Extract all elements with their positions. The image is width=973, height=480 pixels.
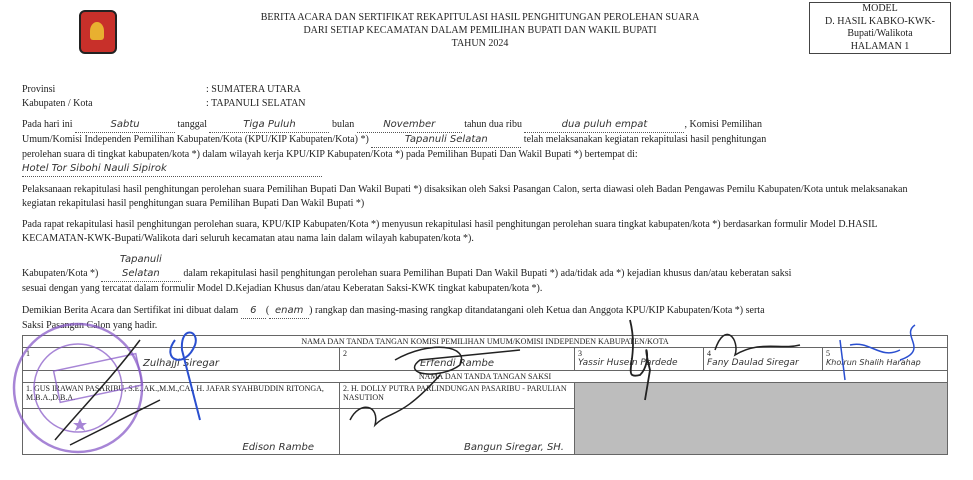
paragraph-rapat: Pada rapat rekapitulasi hasil penghitungan perolehan suara, KPU/KIP Kabupaten/Kota *) menyusun rekapitulasi hasil penghitungan perolehan suara tingkat kabupaten/kota *) berdasarkan formulir Model D.HASIL KECAMATAN-KWK-Bupati/Walikota dari seluruh kecamatan atau nama lain dalam wilayah kabupaten/kota *). [22, 219, 878, 244]
member-cell: 4 Fany Daulad Siregar [704, 348, 823, 371]
kpu-logo [79, 10, 117, 54]
paragraph-saksi: Pelaksanaan rekapitulasi hasil penghitungan perolehan suara Pemilihan Bupati Dan Wakil Bupati *) disaksikan oleh Saksi Pasangan Calon, serta diawasi oleh Badan Pengawas Pemilu Kabupaten/Kota untuk melaksanakan kegiatan rekapitulasi hasil penghitungan suara Pemilihan Bupati Dan Wakil Bupati *) [22, 184, 908, 209]
document-title: BERITA ACARA DAN SERTIFIKAT REKAPITULASI HASIL PENGHITUNGAN PEROLEHAN SUARA DARI SETIAP KECAMATAN DALAM PEMILIHAN BUPATI DAN WAKIL BUPATI TAHUN 2024 [260, 12, 700, 49]
paragraph-kejadian: Kabupaten/Kota *) Tapanuli Selatan dalam rekapitulasi hasil penghitungan perolehan suara Pemilihan Bupati Dan Wakil Bupati *) ada/tidak ada *) kejadian khusus dan/atau keberatan saksi sesuai dengan yang tercatat dalam formulir Model D.Kejadian Khusus dan/atau Keberatan Saksi-KWK tingkat kabupaten/kota *). [22, 254, 792, 294]
kpu-header: NAMA DAN TANDA TANGAN KOMISI PEMILIHAN UMUM/KOMISI INDEPENDEN KABUPATEN/KOTA [23, 336, 948, 348]
provinsi-value: : SUMATERA UTARA [206, 84, 301, 95]
paragraph-rangkap: Demikian Berita Acara dan Sertifikat ini dibuat dalam 6 ( enam ) rangkap dan masing-masing rangkap ditandatangani oleh Ketua dan Anggota KPU/KIP Kabupaten/Kota *) serta Saksi Pasangan Calon yang hadir. [22, 305, 765, 331]
saksi-signature-1: Edison Rambe [23, 409, 340, 455]
provinsi-label: Provinsi [22, 84, 56, 95]
saksi-paslon-2: 2. H. DOLLY PUTRA PARLINDUNGAN PASARIBU - PARULIAN NASUTION [340, 383, 575, 409]
kabupaten-label: Kabupaten / Kota [22, 98, 93, 109]
kpu-field: Tapanuli Selatan [371, 133, 521, 148]
rangkap-number: 6 [241, 304, 266, 319]
opening-paragraph: Pada hari ini Sabtu tanggal Tiga Puluh bulan November tahun dua ribu dua puluh empat , Komisi Pemilihan Umum/Komisi Independen Pemilihan Kabupaten/Kota (KPU/KIP Kabupaten/Kota) *) Tapanuli Selatan telah melaksanakan kegiatan rekapitulasi hasil penghitungan perolehan suara di tingkat kabupaten/kota *) dalam wilayah kerja KPU/KIP Kabupaten/Kota *) pada Pemilihan Bupati Dan Wakil Bupati *) bertempat di: Hotel Tor Sibohi Nauli Sipirok [22, 118, 937, 177]
kabupaten-value: : TAPANULI SELATAN [206, 98, 306, 109]
member-cell: 2 Erfendi Rambe [340, 348, 575, 371]
model-box: MODEL D. HASIL KABKO-KWK- Bupati/Walikota HALAMAN 1 [809, 2, 951, 54]
tahun-field: dua puluh empat [524, 118, 684, 133]
rangkap-word: enam [269, 304, 309, 319]
tempat-field: Hotel Tor Sibohi Nauli Sipirok [22, 162, 322, 177]
hari-field: Sabtu [75, 118, 175, 133]
signatures [0, 300, 973, 470]
saksi-signature-2: Bangun Siregar, SH. [340, 409, 575, 455]
kabupaten-field: Tapanuli Selatan [101, 253, 181, 282]
saksi-header: NAMA DAN TANDA TANGAN SAKSI [23, 371, 948, 383]
bulan-field: November [357, 118, 462, 133]
saksi-paslon-1: 1. GUS IRAWAN PASARIBU, S.E.,AK.,M.M.,CA., H. JAFAR SYAHBUDDIN RITONGA, M.B.A.,D.B.A. [23, 383, 340, 409]
member-cell: 1 Zulhajji Siregar [23, 348, 340, 371]
member-cell: 5 Khoirun Shalih Harahap [823, 348, 948, 371]
member-cell: 3 Yassir Husein Pardede [575, 348, 704, 371]
tanggal-field: Tiga Puluh [209, 118, 329, 133]
